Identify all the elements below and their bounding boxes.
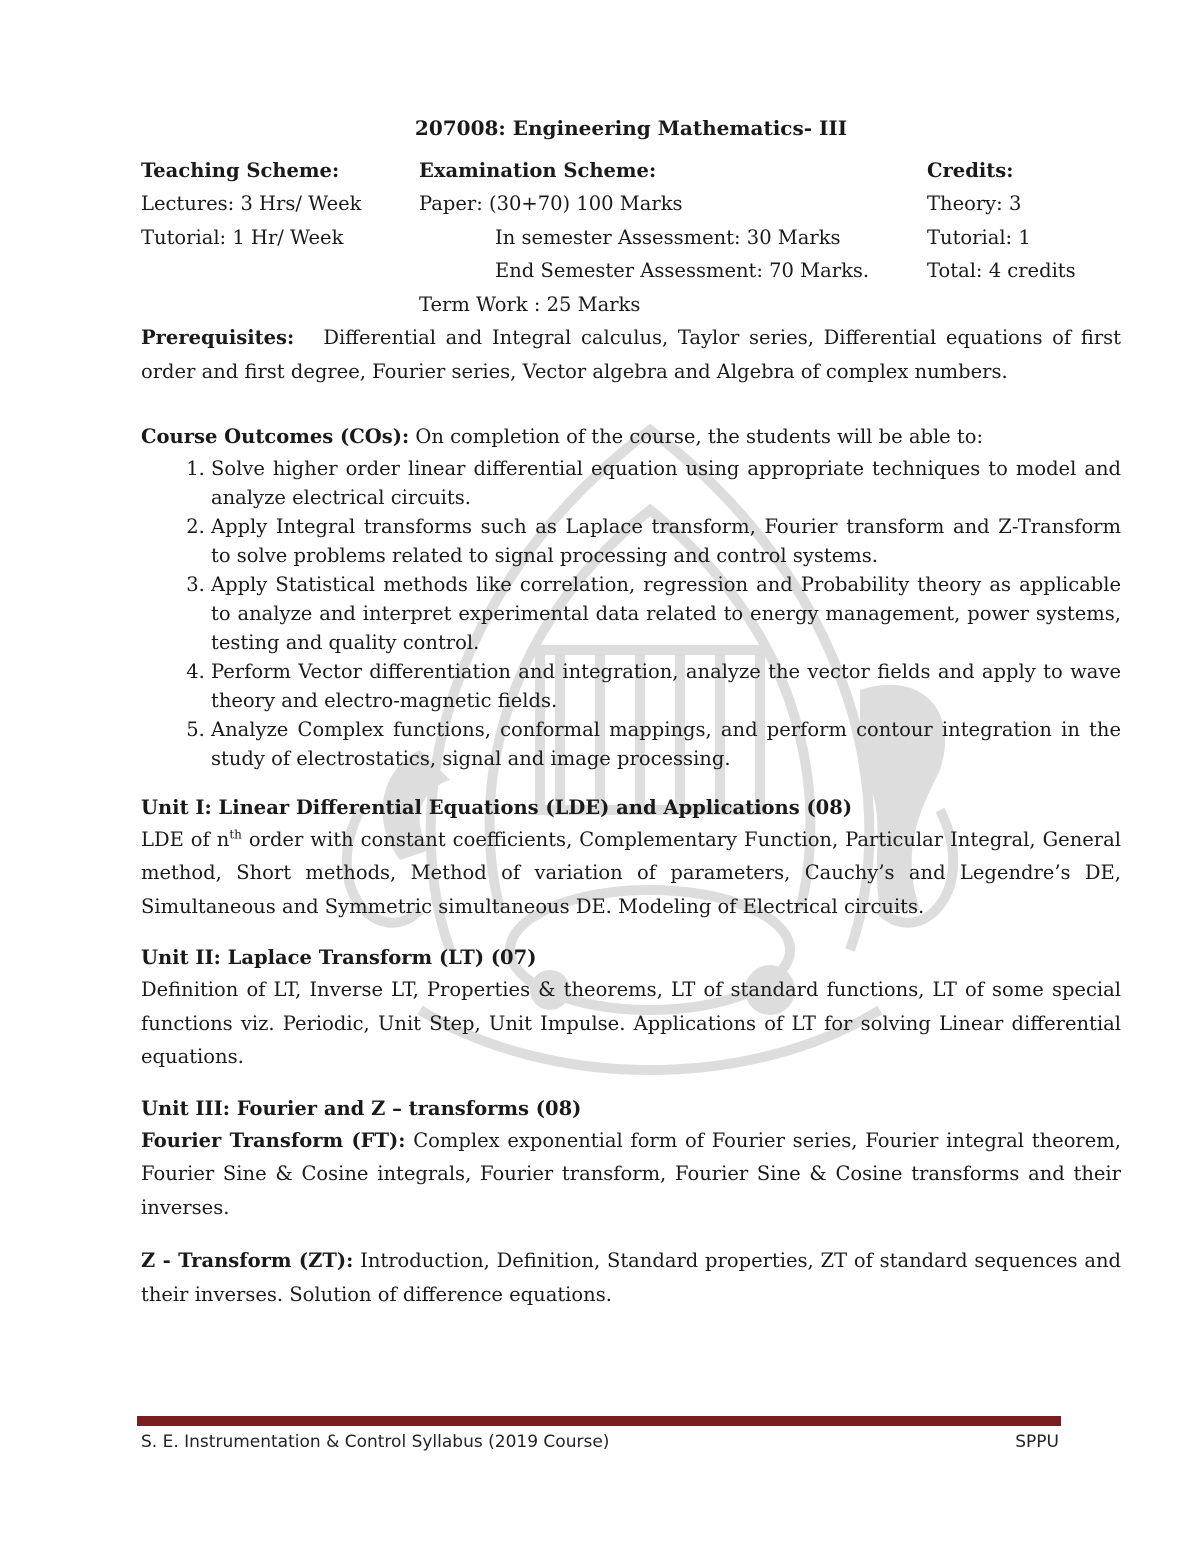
course-outcomes-intro: On completion of the course, the students will be able to: (415, 425, 984, 448)
credits-total: Total: 4 credits (927, 259, 1076, 282)
unit-3-fourier (141, 1124, 1121, 1225)
unit-1-body (141, 823, 1121, 924)
course-outcomes-label: Course Outcomes (COs): (141, 425, 410, 448)
termwork-marks: Term Work : 25 Marks (419, 292, 641, 316)
footer-divider (137, 1416, 1061, 1426)
credits-tutorial: Tutorial: 1 (927, 225, 1031, 249)
prerequisites-label: Prerequisites: (141, 326, 295, 349)
scheme-table (141, 154, 1121, 322)
credits-theory: Theory: 3 (927, 192, 1022, 215)
list-item: 1. Solve higher order linear differential equation using appropriate techniques to model and analyze electrical circuits. (211, 454, 1121, 512)
unit-1-title: Unit I: Linear Differential Equations (LDE) and Applications (08) (141, 795, 853, 819)
list-item: 5. Analyze Complex functions, conformal mappings, and perform contour integration in the study of electrostatics, signal and image processing. (211, 715, 1121, 773)
lectures-hours: Lectures: 3 Hrs/ Week (141, 192, 362, 215)
list-item: 2. Apply Integral transforms such as Laplace transform, Fourier transform and Z-Transform to solve problems related to signal processing and control systems. (211, 512, 1121, 570)
unit-1-superscript: th (229, 827, 242, 841)
fourier-transform-label: Fourier Transform (FT): (141, 1128, 406, 1152)
course-outcomes (141, 420, 1121, 454)
insem-marks: In semester Assessment: 30 Marks (495, 225, 841, 249)
fourier-transform-text: Complex exponential form of Fourier series, Fourier integral theorem, Fourier Sine & Cosine integrals, Fourier transform, Fourier Sine & Cosine transforms and their inverses. (141, 1128, 1121, 1219)
credits (927, 154, 1121, 322)
footer-left: S. E. Instrumentation & Control Syllabus (2019 Course) (141, 1432, 610, 1452)
teaching-scheme-heading: Teaching Scheme: (141, 158, 340, 182)
footer-right: SPPU (1015, 1432, 1059, 1452)
unit-2 (141, 943, 1121, 1074)
examination-scheme-heading: Examination Scheme: (419, 158, 657, 182)
unit-2-body: Definition of LT, Inverse LT, Properties & theorems, LT of standard functions, LT of some special functions viz. Periodic, Unit Step, Unit Impulse. Applications of LT for solving Linear differential equations. (141, 978, 1121, 1068)
unit-1-body-start: LDE of n (141, 827, 230, 851)
page-footer (141, 1432, 1059, 1452)
unit-1 (141, 793, 1121, 924)
tutorial-hours: Tutorial: 1 Hr/ Week (141, 225, 344, 249)
prerequisites-text: Differential and Integral calculus, Taylor series, Differential equations of first order and first degree, Fourier series, Vector algebra and Algebra of complex numbers. (141, 326, 1121, 383)
unit-2-title: Unit II: Laplace Transform (LT) (07) (141, 946, 537, 969)
unit-3-title: Unit III: Fourier and Z – transforms (08) (141, 1096, 582, 1120)
paper-marks: Paper: (30+70) 100 Marks (419, 192, 683, 215)
course-title: 207008: Engineering Mathematics- III (414, 116, 848, 140)
unit-3-ztransform (141, 1244, 1121, 1311)
credits-heading: Credits: (927, 158, 1014, 182)
list-item: 3. Apply Statistical methods like correlation, regression and Probability theory as applicable to analyze and interpret experimental data related to energy management, power systems, testing and quality control. (211, 570, 1121, 657)
z-transform-label: Z - Transform (ZT): (141, 1249, 354, 1272)
list-item: 4. Perform Vector differentiation and integration, analyze the vector fields and apply to wave theory and electro-magnetic fields. (211, 657, 1121, 715)
endsem-marks: End Semester Assessment: 70 Marks. (495, 259, 870, 282)
unit-3 (141, 1094, 1121, 1312)
syllabus-content (141, 112, 1121, 1311)
z-transform-text: Introduction, Definition, Standard properties, ZT of standard sequences and their inverses. Solution of difference equations. (141, 1249, 1121, 1306)
examination-scheme (419, 154, 927, 322)
prerequisites (141, 321, 1121, 388)
unit-1-body-rest: order with constant coefficients, Complementary Function, Particular Integral, General method, Short methods, Method of variation of parameters, Cauchy’s and Legendre’s DE, Simultaneous and Symmetric simultaneous DE. Modeling of Electrical circuits. (141, 827, 1121, 918)
course-outcomes-list (141, 454, 1121, 773)
teaching-scheme (141, 154, 419, 322)
